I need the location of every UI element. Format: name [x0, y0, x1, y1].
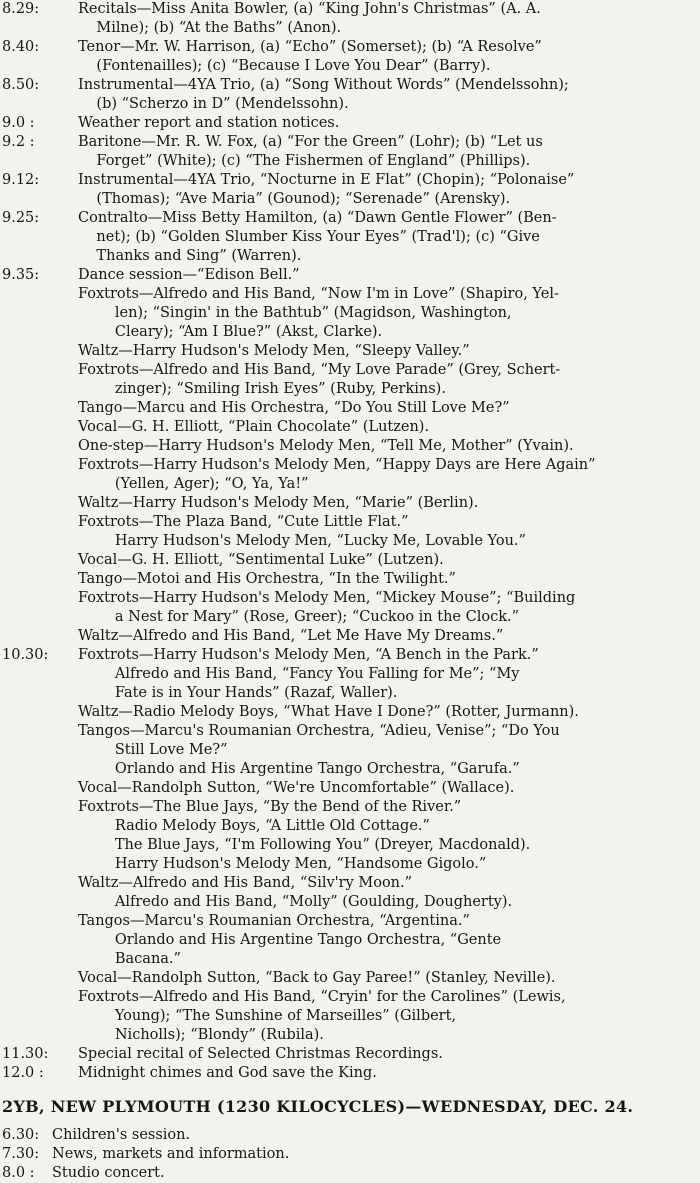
programme-line: net); (b) “Golden Slumber Kiss Your Eyes” (Trad'l); (c) “Give [78, 229, 540, 245]
time-label: 8.0 : [2, 1165, 35, 1181]
programme-line: Bacana.” [78, 951, 181, 967]
time-label: 6.30: [2, 1127, 40, 1143]
programme-line: Vocal—G. H. Elliott, “Plain Chocolate” (Lutzen). [78, 419, 430, 435]
programme-line: len); “Singin' in the Bathtub” (Magidson, Washington, [78, 305, 512, 321]
programme-line: Young); “The Sunshine of Marseilles” (Gilbert, [78, 1008, 457, 1024]
programme-line: Waltz—Harry Hudson's Melody Men, “Sleepy Valley.” [78, 343, 470, 359]
programme-line: Radio Melody Boys, “A Little Old Cottage.” [78, 818, 430, 834]
programme-line: a Nest for Mary” (Rose, Greer); “Cuckoo in the Clock.” [78, 609, 520, 625]
time-label: 9.25: [2, 210, 40, 226]
schedule-entry [0, 171, 700, 209]
station-heading: 2YB, NEW PLYMOUTH (1230 KILOCYCLES)—WEDNESDAY, DEC. 24. [2, 1097, 634, 1116]
programme-line: Vocal—Randolph Sutton, “Back to Gay Paree!” (Stanley, Neville). [78, 970, 556, 986]
schedule-entry [0, 266, 700, 646]
programme-line: One-step—Harry Hudson's Melody Men, “Tell Me, Mother” (Yvain). [78, 438, 574, 454]
schedule-entry [0, 1145, 700, 1164]
programme-line: Instrumental—4YA Trio, “Nocturne in E Flat” (Chopin); “Polonaise” [78, 172, 575, 188]
programme-line: Harry Hudson's Melody Men, “Lucky Me, Lovable You.” [78, 533, 526, 549]
programme-line: Dance session—“Edison Bell.” [78, 267, 300, 283]
schedule-entry [0, 1164, 700, 1183]
time-label: 12.0 : [2, 1065, 44, 1081]
programme-line: Vocal—G. H. Elliott, “Sentimental Luke” (Lutzen). [78, 552, 444, 568]
schedule-entry [0, 114, 700, 133]
programme-line: Vocal—Randolph Sutton, “We're Uncomfortable” (Wallace). [78, 780, 515, 796]
schedule-entry [0, 76, 700, 114]
time-label: 9.0 : [2, 115, 35, 131]
schedule-entry [0, 38, 700, 76]
schedule-entry [0, 133, 700, 171]
programme-line: (b) “Scherzo in D” (Mendelssohn). [78, 96, 349, 112]
time-label: 9.2 : [2, 134, 35, 150]
programme-line: Foxtrots—Harry Hudson's Melody Men, “Happy Days are Here Again” [78, 457, 596, 473]
programme-line: Forget” (White); (c) “The Fishermen of England” (Phillips). [78, 153, 531, 169]
programme-line: Midnight chimes and God save the King. [78, 1065, 377, 1081]
programme-line: Foxtrots—The Blue Jays, “By the Bend of the River.” [78, 799, 462, 815]
programme-line: Instrumental—4YA Trio, (a) “Song Without Words” (Mendelssohn); [78, 77, 569, 93]
programme-line: Recitals—Miss Anita Bowler, (a) “King John's Christmas” (A. A. [78, 1, 541, 17]
time-label: 10.30: [2, 647, 49, 663]
programme-line: Still Love Me?” [78, 742, 228, 758]
programme-line: Cleary); “Am I Blue?” (Akst, Clarke). [78, 324, 383, 340]
programme-line: Milne); (b) “At the Baths” (Anon). [78, 20, 342, 36]
programme-line: Foxtrots—Alfredo and His Band, “Cryin' for the Carolines” (Lewis, [78, 989, 566, 1005]
schedule-entry [0, 209, 700, 266]
second-station-schedule [0, 1126, 700, 1183]
programme-line: Baritone—Mr. R. W. Fox, (a) “For the Green” (Lohr); (b) “Let us [78, 134, 543, 150]
programme-line: Harry Hudson's Melody Men, “Handsome Gigolo.” [78, 856, 487, 872]
programme-line: Orlando and His Argentine Tango Orchestra, “Garufa.” [78, 761, 520, 777]
programme-line: (Thomas); “Ave Maria” (Gounod); “Serenade” (Arensky). [78, 191, 511, 207]
programme-line: Orlando and His Argentine Tango Orchestra, “Gente [78, 932, 502, 948]
programme-line: Foxtrots—The Plaza Band, “Cute Little Flat.” [78, 514, 409, 530]
time-label: 9.35: [2, 267, 40, 283]
schedule-entry [0, 1045, 700, 1064]
time-label: 7.30: [2, 1146, 40, 1162]
programme-line: Waltz—Radio Melody Boys, “What Have I Done?” (Rotter, Jurmann). [78, 704, 579, 720]
programme-line: Special recital of Selected Christmas Recordings. [78, 1046, 443, 1062]
schedule-entry [0, 1064, 700, 1083]
time-label: 8.50: [2, 77, 40, 93]
programme-line: Waltz—Alfredo and His Band, “Silv'ry Moon.” [78, 875, 413, 891]
time-label: 8.40: [2, 39, 40, 55]
programme-line: Contralto—Miss Betty Hamilton, (a) “Dawn Gentle Flower” (Ben- [78, 210, 557, 226]
schedule-entry [0, 646, 700, 1045]
programme-line: Tangos—Marcu's Roumanian Orchestra, “Adieu, Venise”; “Do You [78, 723, 560, 739]
schedule-entry [0, 0, 700, 38]
programme-line: Tenor—Mr. W. Harrison, (a) “Echo” (Somerset); (b) “A Resolve” [78, 39, 542, 55]
programme-line: Children's session. [52, 1127, 191, 1143]
programme-line: Weather report and station notices. [78, 115, 340, 131]
programme-line: Thanks and Sing” (Warren). [78, 248, 302, 264]
time-label: 8.29: [2, 1, 40, 17]
time-label: 11.30: [2, 1046, 49, 1062]
programme-line: Foxtrots—Alfredo and His Band, “My Love Parade” (Grey, Schert- [78, 362, 561, 378]
time-label: 9.12: [2, 172, 40, 188]
programme-line: Tango—Motoi and His Orchestra, “In the Twilight.” [78, 571, 456, 587]
programme-line: Alfredo and His Band, “Molly” (Goulding, Dougherty). [78, 894, 513, 910]
schedule-entry [0, 1126, 700, 1145]
programme-line: Nicholls); “Blondy” (Rubila). [78, 1027, 324, 1043]
programme-line: Foxtrots—Harry Hudson's Melody Men, “Mickey Mouse”; “Building [78, 590, 576, 606]
programme-line: Tango—Marcu and His Orchestra, “Do You Still Love Me?” [78, 400, 510, 416]
programme-line: Foxtrots—Alfredo and His Band, “Now I'm in Love” (Shapiro, Yel- [78, 286, 559, 302]
programme-line: Alfredo and His Band, “Fancy You Falling for Me”; “My [78, 666, 520, 682]
programme-line: (Yellen, Ager); “O, Ya, Ya!” [78, 476, 309, 492]
programme-line: Waltz—Alfredo and His Band, “Let Me Have My Dreams.” [78, 628, 504, 644]
programme-line: Fate is in Your Hands” (Razaf, Waller). [78, 685, 398, 701]
programme-line: Tangos—Marcu's Roumanian Orchestra, “Argentina.” [78, 913, 470, 929]
programme-line: Foxtrots—Harry Hudson's Melody Men, “A Bench in the Park.” [78, 647, 539, 663]
programme-line: Studio concert. [52, 1165, 165, 1181]
programme-line: (Fontenailles); (c) “Because I Love You Dear” (Barry). [78, 58, 491, 74]
programme-line: zinger); “Smiling Irish Eyes” (Ruby, Perkins). [78, 381, 446, 397]
programme-line: The Blue Jays, “I'm Following You” (Dreyer, Macdonald). [78, 837, 531, 853]
programme-line: News, markets and information. [52, 1146, 290, 1162]
programme-line: Waltz—Harry Hudson's Melody Men, “Marie” (Berlin). [78, 495, 479, 511]
